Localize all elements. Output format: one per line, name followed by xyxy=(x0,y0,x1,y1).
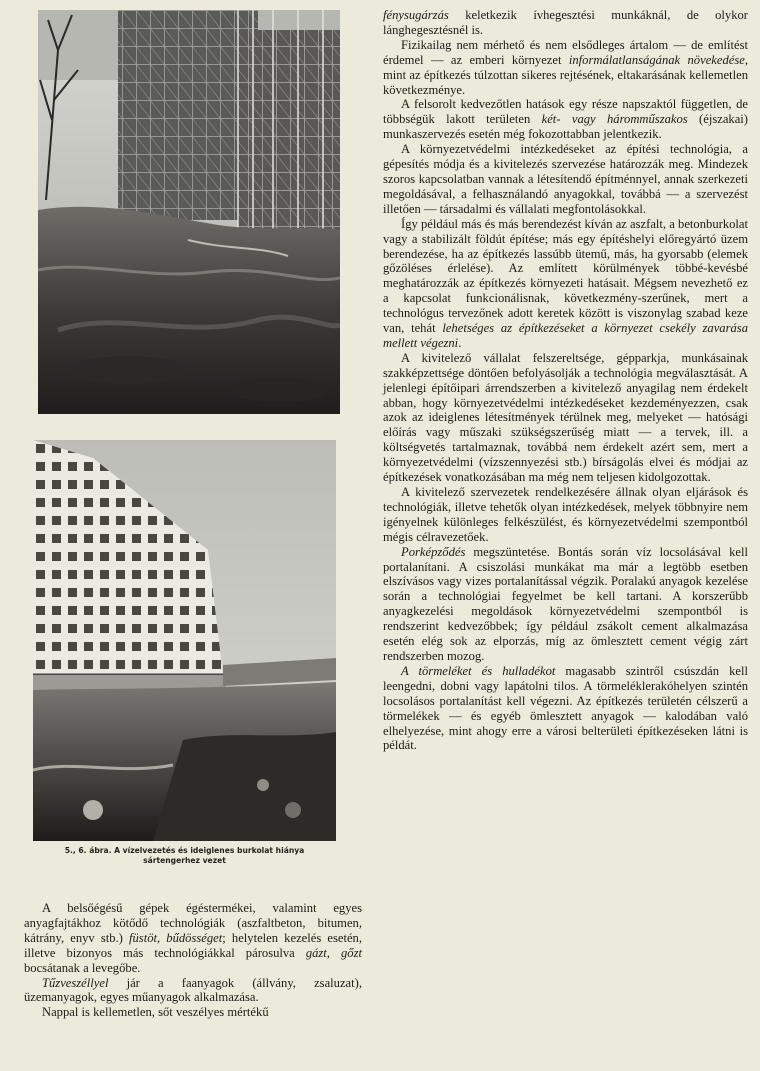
emphasis: füstöt, bűdösséget xyxy=(129,930,223,945)
paragraph-measures: A környezetvédelmi intézkedéseket az építési technológia, a gépesítés módja és a kivitelezés szervezése határozzák meg. Mindezek szoros kapcsolatban vannak a létesítendő építménnyel, annak szerkezeti megoldásával, a felhasználandó anyagokkal, továbbá — a szervezést illetően — társadalmi és vállalati megfontolásokkal. xyxy=(383,142,748,216)
emphasis: Tűzveszéllyel xyxy=(42,975,109,990)
text-run: A belsőégésű gépek égéstermékei, valamint egyes anyagfajtákhoz kötődő technológiák (aszfaltbeton, bitumen, kátrány, enyv stb.) xyxy=(24,901,362,945)
text-run: magasabb szintről csúszdán kell leengedni, dobni vagy lapátolni tilos. A törmeléklerakóhelyen szintén locsolásos portalanítást kell végezni. Az építkezés területén célszerű a törmelékek — és egyéb ömlesztett anyagok — kalodában való elhelyezése, mint ahogy erre a városi belterületi építkezéseken látni is példát. xyxy=(383,663,748,753)
text-run: Így például más és más berendezést kíván az aszfalt, a betonburkolat vagy a stabilizált földút építése; más egy építéshelyi előregyártó üzem berendezése, ha az építkezés lassúbb ütemű, más, ha gyorsabb (elemek gőzöléses érlelése). Az említett körülmények többé-kevésbé meghatározzák az építkezés környezeti hatásait. Mégsem nevezhető ez a kapcsolat funkcionálisnak, következmény-szerűnek, mert a technológus tervezőnek adott keretek között is viszonylag szabad keze van, tehát xyxy=(383,216,748,336)
figure-caption xyxy=(33,846,336,866)
construction-site-photo-top xyxy=(38,10,340,414)
text-run: megszüntetése. Bontás során víz locsolásával kell portalanítani. A csiszolási munkákat ma már a legtöbb esetben elszívásos vagy vizes portalanítással végzik. Poralakú anyagok kezelése során a technológiai fegyelmet be kell tartani. A korszerűbb anyagkezelési megoldások környezetvédelmi szempontból is rendszerint kedvezőbbek; így például zsákolt cement alkalmazása esetén elég sok az elporzás, míg az ömlesztett cement végig zárt rendszerben mozog. xyxy=(383,544,748,663)
caption-line-2: sártengerhez vezet xyxy=(143,856,226,865)
text-run: Fizikailag nem mérhető és nem elsődleges ártalom — de említést érdemel — az emberi környezet xyxy=(383,37,748,67)
apartment-block-photo-bottom xyxy=(33,440,336,841)
paragraph-examples xyxy=(383,217,748,351)
paragraph-information xyxy=(383,38,748,98)
paragraph-shifts xyxy=(383,97,748,142)
text-run: (éjszakai) munkaszervezés esetén még fokozottabban jelentkezik. xyxy=(383,112,748,142)
paragraph-fire-hazard xyxy=(24,976,362,1006)
text-run: , mint az építkezés túlzottan sikeres rejtésének, eltakarásának kellemetlen következménye. xyxy=(383,52,748,97)
emphasis: gázt, gőzt xyxy=(305,945,362,960)
paragraph-procedures: A kivitelező szervezetek rendelkezésére állnak olyan eljárások és technológiák, illetve tehetők olyan intézkedések, melyek többnyire nem igényelnek különleges felkészülést, és környezetvédelmi szempontból mégis célravezetőek. xyxy=(383,485,748,544)
paragraph-exhaust xyxy=(24,901,362,976)
paragraph-dust xyxy=(383,545,748,664)
text-run: . xyxy=(458,335,462,350)
emphasis: két- vagy háromműszakos xyxy=(541,112,688,127)
right-text-column xyxy=(383,8,748,753)
emphasis: informálatlanságának növekedése xyxy=(568,52,745,67)
text-run: jár a faanyagok (állvány, zsaluzat), üzemanyagok, egyes műanyagok alkalmazása. xyxy=(24,975,362,1005)
paragraph-debris xyxy=(383,664,748,753)
text-run: bocsátanak a levegőbe. xyxy=(24,960,141,975)
emphasis: fénysugárzás xyxy=(383,8,449,22)
text-run: ; helytelen kezelés esetén, illetve bizonyos más technológiákkal párosulva xyxy=(24,930,362,960)
paragraph-daylight: Nappal is kellemetlen, sőt veszélyes mértékű xyxy=(42,1005,269,1020)
paragraph-radiation xyxy=(383,8,748,38)
paragraph-contractor: A kivitelező vállalat felszereltsége, gépparkja, munkásainak szakképzettsége döntően befolyásolják a technológia megválasztását. A jelenlegi építőipari árrendszerben a kivitelező anyagilag nem érdekelt abban, hogy környezetvédelmi intézkedéseket kezdeményezzen, csak azok az ideiglenes létesítmények térülnek meg, melyeket — hatósági előírás vagy műszaki szükségszerűség miatt — a tervek, ill. a költségvetés tartalmaznak, továbbá nem érdekelt azért sem, mert a környezetvédelmi (vízszennyezési stb.) bírságolás elvei és módjai az építkezések vonatkozásában ma még nem teljesen kidolgozottak. xyxy=(383,350,748,485)
emphasis: lehetséges az építkezéseket a környezet csekély zavarása mellett végezni xyxy=(383,321,748,350)
emphasis: A törmeléket és hulladékot xyxy=(401,663,556,678)
text-run: A felsorolt kedvezőtlen hatások egy része napszaktól független, de többségük lakott területen xyxy=(383,97,748,127)
caption-line-1: 5., 6. ábra. A vízelvezetés és ideiglenes burkolat hiánya xyxy=(64,846,305,855)
text-run: keletkezik ívhegesztési munkáknál, de olykor lánghegesztésnél is. xyxy=(383,8,748,37)
left-text-column xyxy=(24,901,362,1020)
emphasis: Porképződés xyxy=(401,544,466,559)
